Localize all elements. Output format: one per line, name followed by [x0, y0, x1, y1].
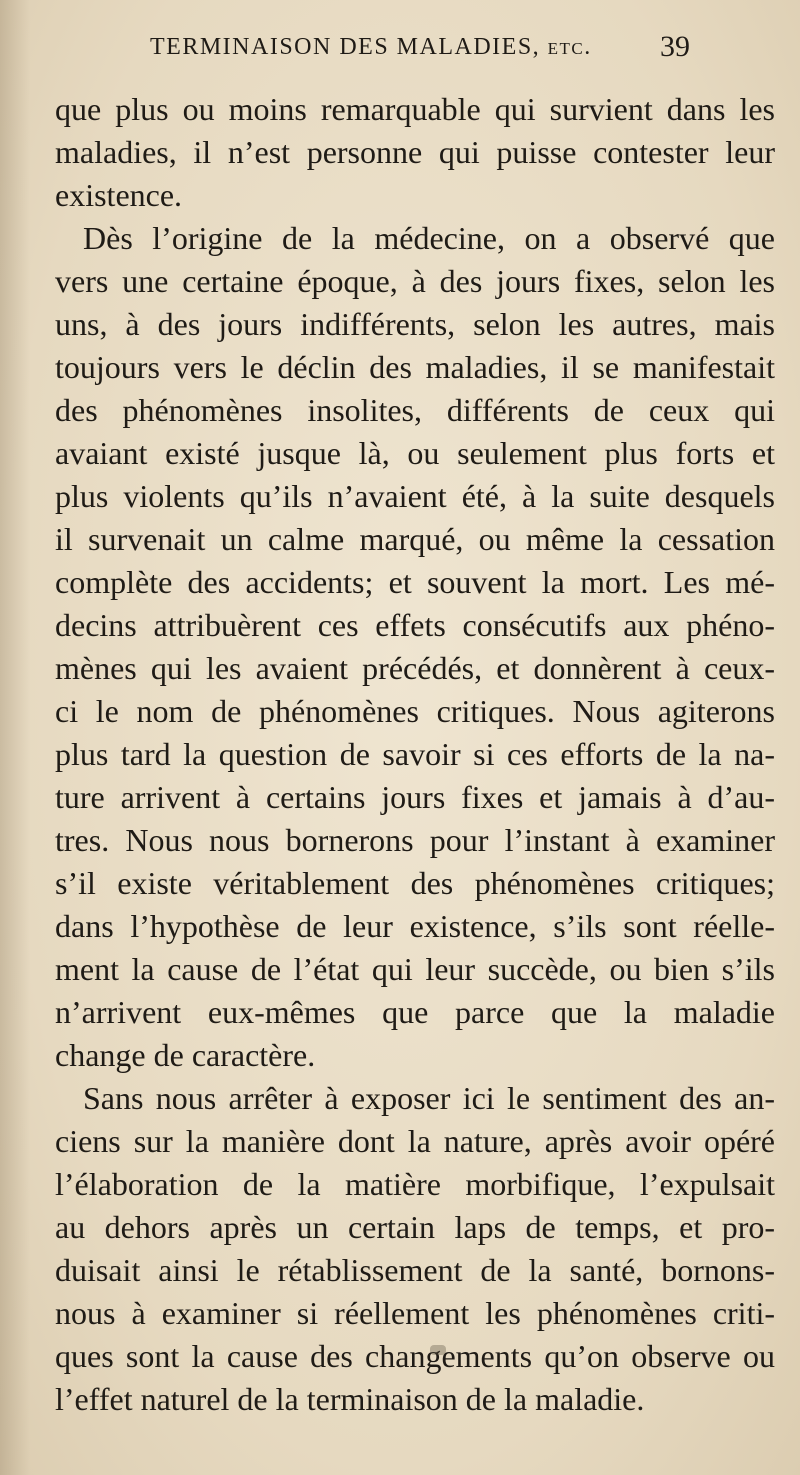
text-line: ci le nom de phénomènes critiques. Nous agiterons: [55, 693, 775, 729]
ink-smudge: [430, 1345, 446, 1355]
text-line: avaiant existé jusque là, ou seulement plus forts et: [55, 435, 775, 471]
text-line: maladies, il n’est personne qui puisse contester leur: [55, 134, 775, 170]
text-line: Dès l’origine de la médecine, on a observé que: [83, 220, 775, 256]
text-line: uns, à des jours indifférents, selon les autres, mais: [55, 306, 775, 342]
text-line: s’il existe véritablement des phénomènes critiques;: [55, 865, 775, 901]
text-line: toujours vers le déclin des maladies, il se manifestait: [55, 349, 775, 385]
text-line: decins attribuèrent ces effets consécutifs aux phéno-: [55, 607, 775, 643]
text-line: n’arrivent eux-mêmes que parce que la maladie: [55, 994, 775, 1030]
text-line: des phénomènes insolites, différents de ceux qui: [55, 392, 775, 428]
text-line: que plus ou moins remarquable qui survient dans les: [55, 91, 775, 127]
text-line: ciens sur la manière dont la nature, après avoir opéré: [55, 1123, 775, 1159]
text-line: au dehors après un certain laps de temps, et pro-: [55, 1209, 775, 1245]
text-line: mènes qui les avaient précédés, et donnèrent à ceux-: [55, 650, 775, 686]
text-line: existence.: [55, 177, 183, 213]
text-line: tres. Nous nous bornerons pour l’instant à examiner: [55, 822, 775, 858]
text-line: duisait ainsi le rétablissement de la santé, bornons-: [55, 1252, 775, 1288]
text-line: complète des accidents; et souvent la mort. Les mé-: [55, 564, 775, 600]
text-line: l’élaboration de la matière morbifique, l’expulsait: [55, 1166, 775, 1202]
text-line: l’effet naturel de la terminaison de la maladie.: [55, 1381, 645, 1417]
text-line: Sans nous arrêter à exposer ici le sentiment des an-: [83, 1080, 775, 1116]
text-line: ment la cause de l’état qui leur succède, ou bien s’ils: [55, 951, 775, 987]
text-line: plus violents qu’ils n’avaient été, à la suite desquels: [55, 478, 775, 514]
page-number: 39: [660, 30, 690, 63]
page-gutter-shadow: [0, 0, 30, 1475]
text-line: nous à examiner si réellement les phénomènes criti-: [55, 1295, 775, 1331]
text-line: ture arrivent à certains jours fixes et jamais à d’au-: [55, 779, 775, 815]
page-header: [150, 28, 690, 68]
page-body-text: [55, 88, 775, 1421]
running-head: TERMINAISON DES MALADIES, etc.: [150, 34, 592, 60]
text-line: vers une certaine époque, à des jours fixes, selon les: [55, 263, 775, 299]
text-line: change de caractère.: [55, 1037, 316, 1073]
text-line: plus tard la question de savoir si ces efforts de la na-: [55, 736, 775, 772]
text-line: ques sont la cause des changements qu’on observe ou: [55, 1338, 775, 1374]
text-line: il survenait un calme marqué, ou même la cessation: [55, 521, 775, 557]
text-line: dans l’hypothèse de leur existence, s’ils sont réelle-: [55, 908, 775, 944]
